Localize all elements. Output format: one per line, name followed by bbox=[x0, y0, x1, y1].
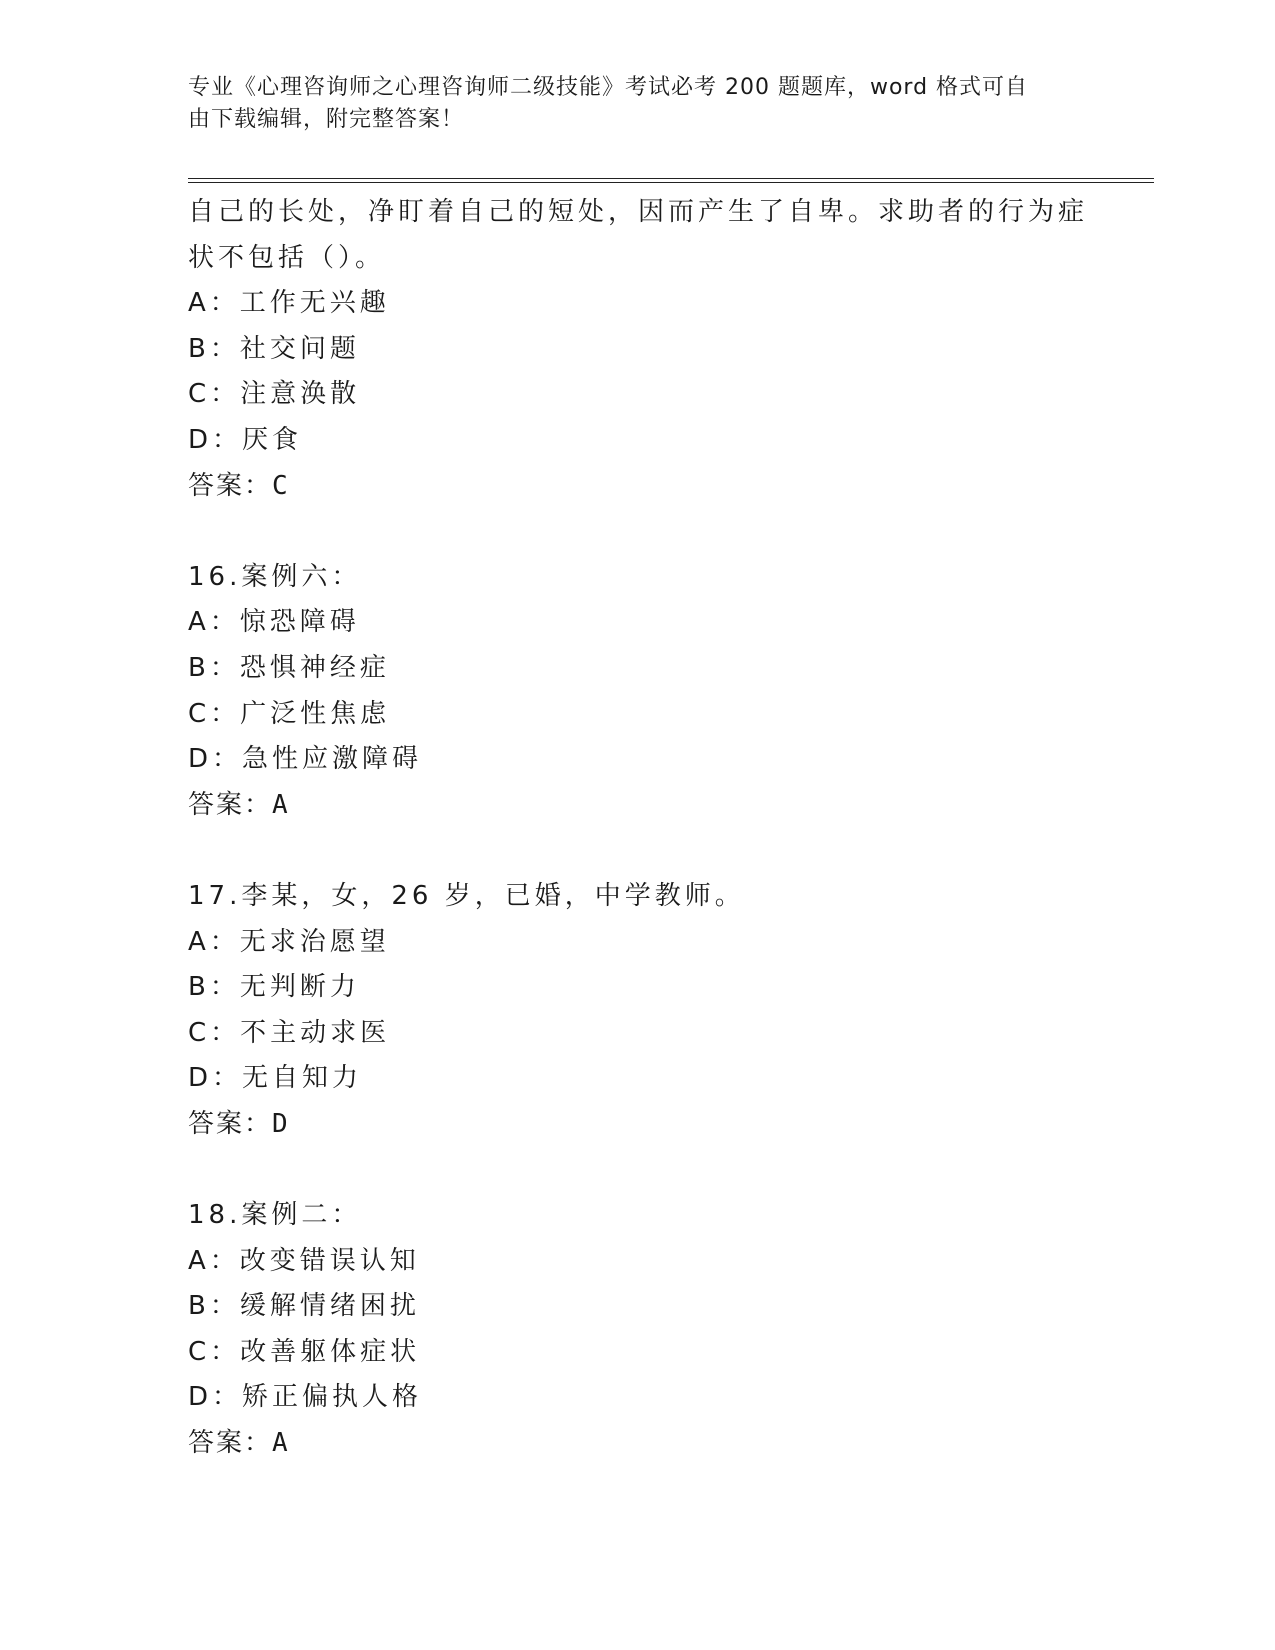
question-stem: 18.案例二： bbox=[188, 1200, 362, 1231]
answer-line bbox=[188, 783, 1088, 829]
question-block-18 bbox=[188, 1193, 1088, 1467]
question-content bbox=[188, 190, 1088, 1467]
answer-value: C bbox=[272, 470, 290, 501]
answer-line bbox=[188, 1102, 1088, 1148]
header-divider-top bbox=[188, 178, 1154, 179]
header-line-1: 专业《心理咨询师之心理咨询师二级技能》考试必考 200 题题库，word 格式可自 bbox=[188, 75, 1029, 100]
header-divider-bottom bbox=[188, 182, 1154, 183]
question-stem-line: 状不包括（）。 bbox=[188, 242, 386, 273]
question-stem: 16.案例六： bbox=[188, 561, 362, 592]
option-d: D：急性应激障碍 bbox=[188, 744, 423, 775]
question-stem: 17.李某，女，26 岁，已婚，中学教师。 bbox=[188, 880, 745, 911]
option-b: B：恐惧神经症 bbox=[188, 652, 390, 683]
answer-label: 答案： bbox=[188, 1108, 273, 1139]
option-c: C：注意涣散 bbox=[188, 379, 361, 410]
document-header bbox=[188, 72, 1068, 136]
option-a: A：改变错误认知 bbox=[188, 1245, 420, 1276]
answer-line bbox=[188, 464, 1088, 510]
option-d: D：无自知力 bbox=[188, 1063, 363, 1094]
option-b: B：缓解情绪困扰 bbox=[188, 1291, 420, 1322]
header-line-2: 由下载编辑，附完整答案！ bbox=[188, 107, 465, 132]
option-a: A：无求治愿望 bbox=[188, 926, 390, 957]
option-c: C：改善躯体症状 bbox=[188, 1336, 421, 1367]
answer-label: 答案： bbox=[188, 789, 273, 820]
option-c: C：不主动求医 bbox=[188, 1017, 391, 1048]
answer-value: D bbox=[272, 1108, 290, 1139]
option-d: D：厌食 bbox=[188, 424, 303, 455]
answer-line bbox=[188, 1421, 1088, 1467]
answer-label: 答案： bbox=[188, 1428, 273, 1459]
answer-label: 答案： bbox=[188, 470, 273, 501]
answer-value: A bbox=[272, 789, 290, 820]
option-b: B：社交问题 bbox=[188, 333, 360, 364]
question-block-17 bbox=[188, 874, 1088, 1148]
answer-value: A bbox=[272, 1428, 290, 1459]
option-a: A：工作无兴趣 bbox=[188, 288, 390, 319]
question-stem-line: 自己的长处，净盯着自己的短处，因而产生了自卑。求助者的行为症 bbox=[188, 197, 1089, 227]
option-d: D：矫正偏执人格 bbox=[188, 1382, 423, 1413]
option-a: A：惊恐障碍 bbox=[188, 607, 360, 638]
option-b: B：无判断力 bbox=[188, 972, 360, 1003]
option-c: C：广泛性焦虑 bbox=[188, 698, 391, 729]
question-block-continued bbox=[188, 190, 1088, 509]
question-block-16 bbox=[188, 555, 1088, 829]
